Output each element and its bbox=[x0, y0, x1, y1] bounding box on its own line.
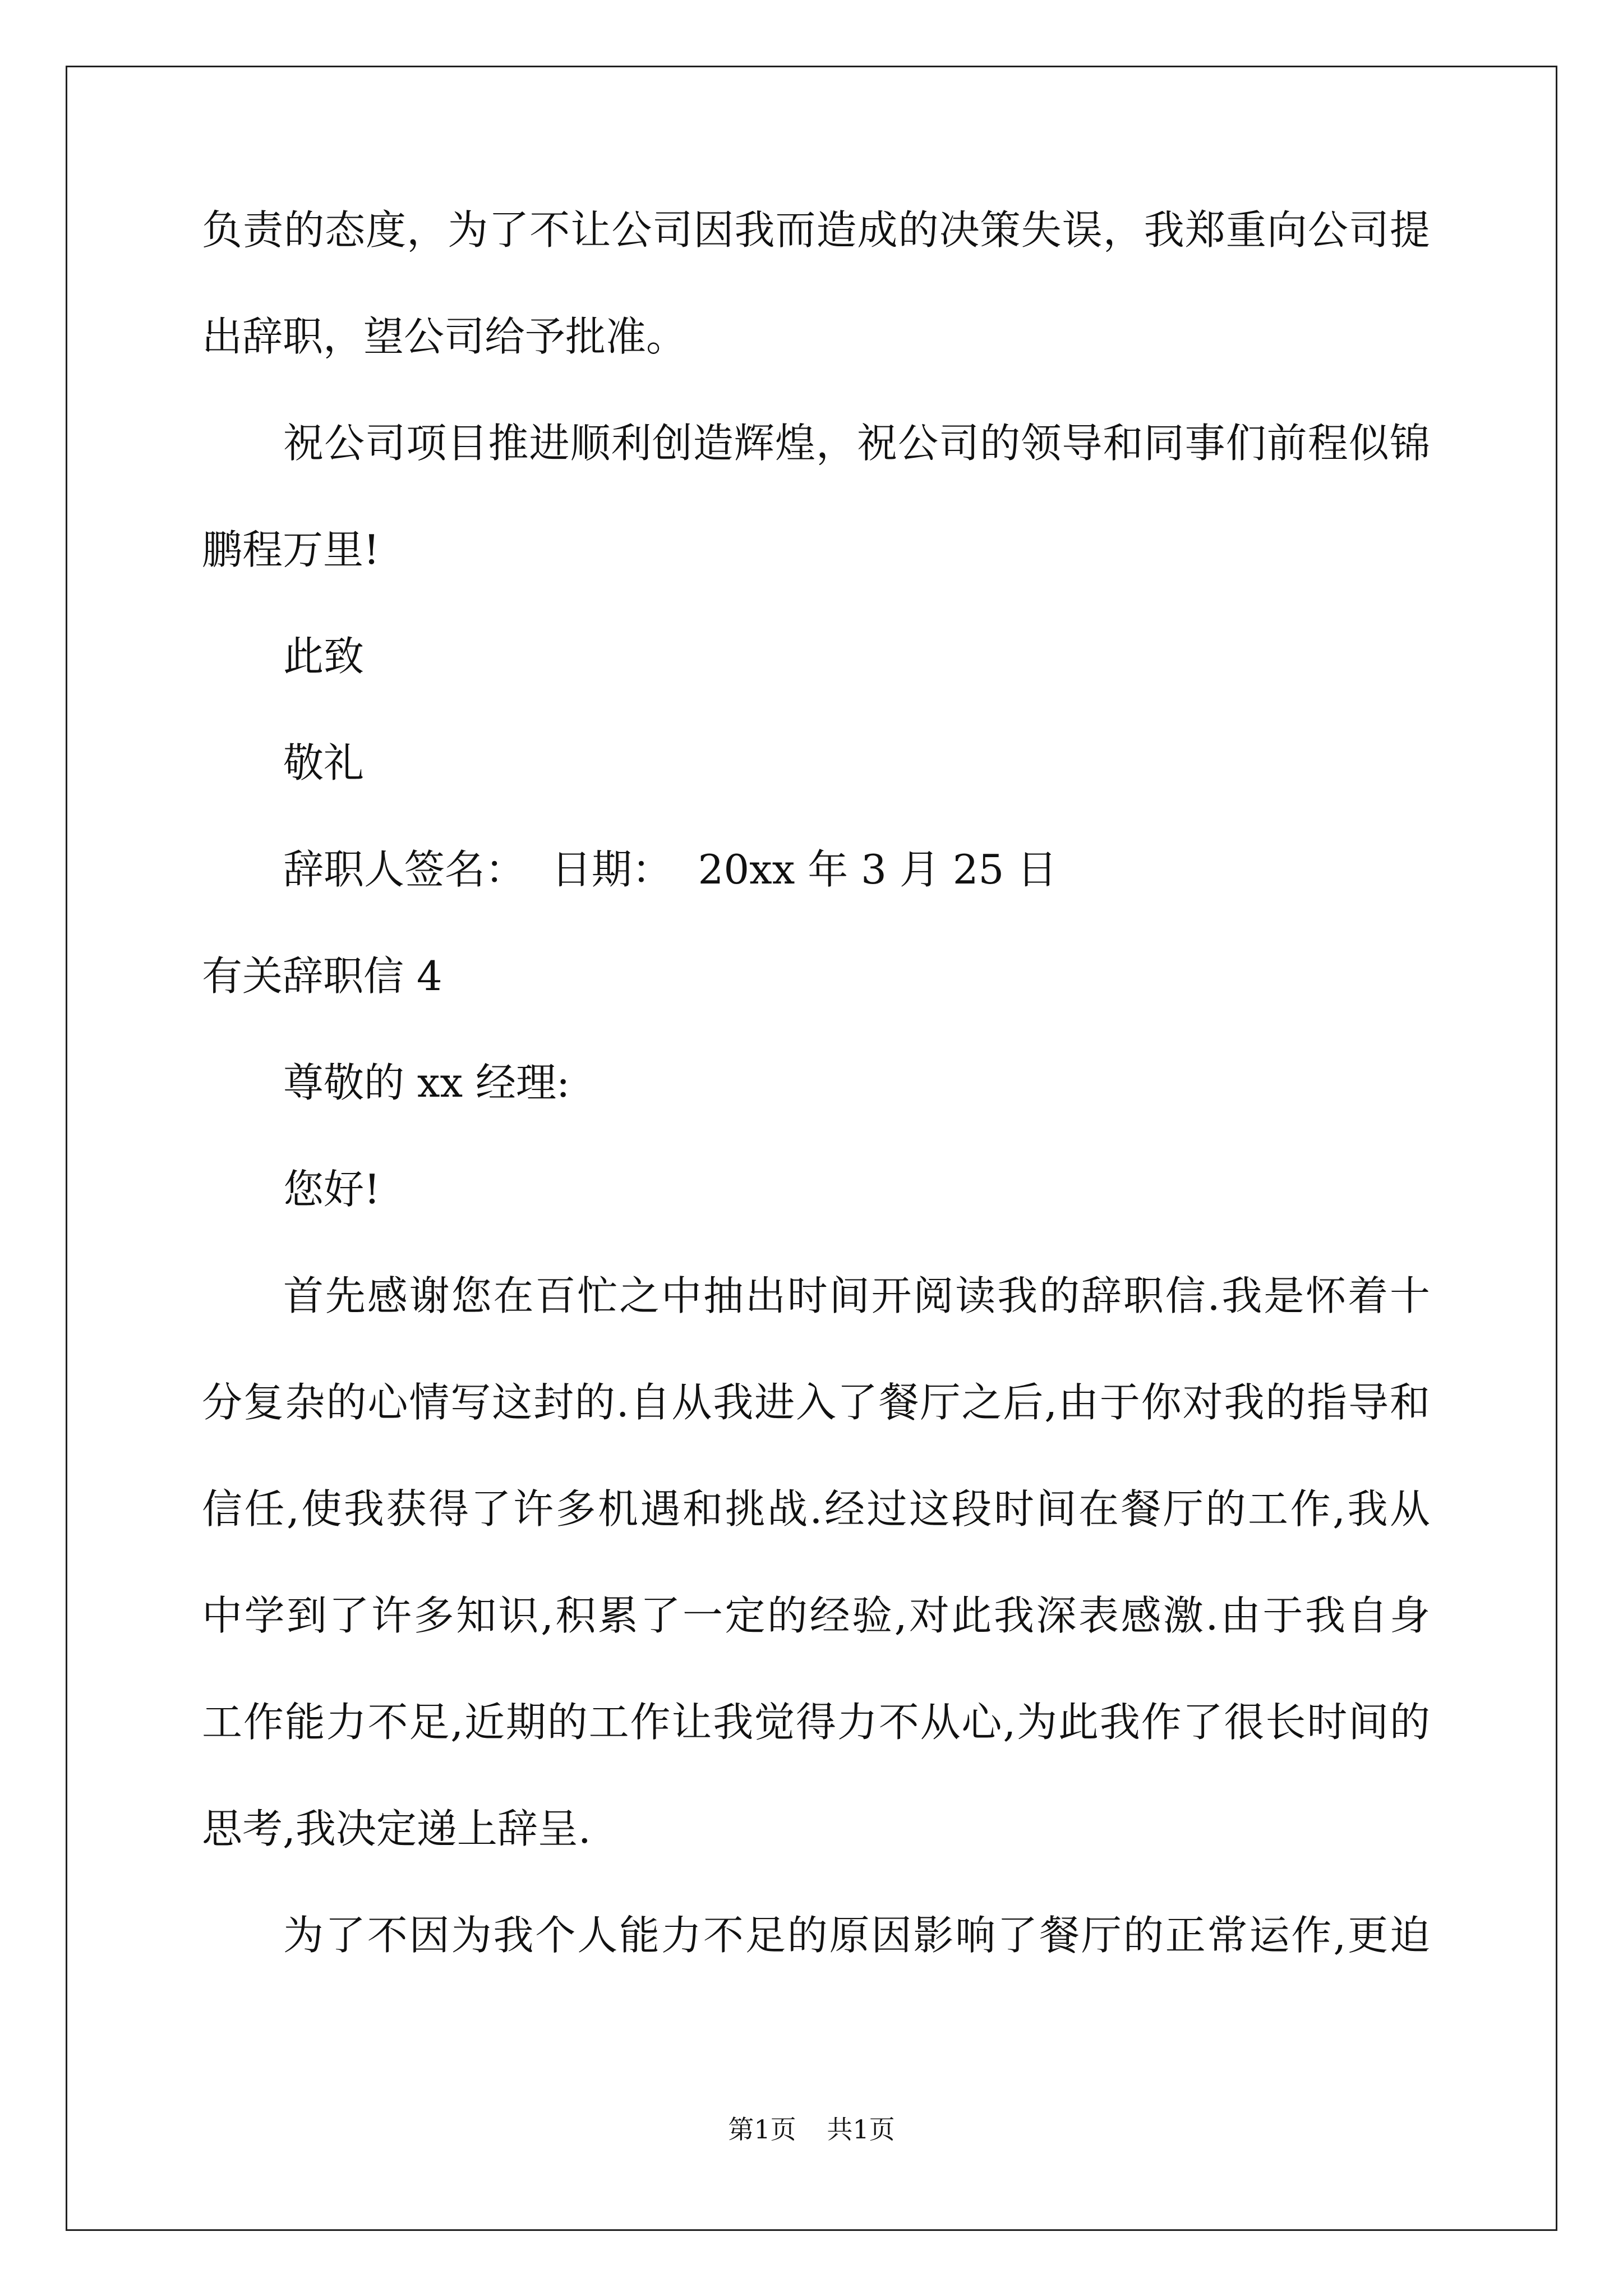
section-heading: 有关辞职信 4 bbox=[202, 953, 442, 1000]
page-border bbox=[66, 66, 1557, 2231]
paragraph-line: 信任,使我获得了许多机遇和挑战.经过这段时间在餐厅的工作,我从 bbox=[202, 1485, 1430, 1533]
closing-salutation: 此致 bbox=[283, 633, 365, 680]
paragraph-line: 工作能力不足,近期的工作让我觉得力不从心,为此我作了很长时间的 bbox=[202, 1699, 1430, 1746]
page-number: 第1页 bbox=[728, 2114, 796, 2145]
paragraph-line: 鹏程万里! bbox=[202, 526, 380, 573]
closing-regards: 敬礼 bbox=[283, 739, 365, 786]
signature-date-line: 辞职人签名： 日期： 20xx 年 3 月 25 日 bbox=[283, 846, 1058, 893]
paragraph-line: 首先感谢您在百忙之中抽出时间开阅读我的辞职信.我是怀着十 bbox=[283, 1272, 1430, 1319]
paragraph-line: 中学到了许多知识,积累了一定的经验,对此我深表感激.由于我自身 bbox=[202, 1592, 1430, 1639]
paragraph-line: 负责的态度，为了不让公司因我而造成的决策失误，我郑重向公司提 bbox=[202, 206, 1430, 254]
paragraph-line: 为了不因为我个人能力不足的原因影响了餐厅的正常运作,更迫 bbox=[283, 1912, 1430, 1959]
page-footer bbox=[0, 2109, 1623, 2146]
letter-greeting: 尊敬的 xx 经理: bbox=[283, 1059, 570, 1106]
page-total: 共1页 bbox=[827, 2114, 895, 2145]
paragraph-line: 祝公司项目推进顺利创造辉煌，祝公司的领导和同事们前程似锦 bbox=[283, 420, 1430, 467]
paragraph-line: 分复杂的心情写这封的.自从我进入了餐厅之后,由于你对我的指导和 bbox=[202, 1379, 1430, 1426]
letter-hello: 您好! bbox=[283, 1166, 380, 1213]
paragraph-line: 出辞职，望公司给予批准。 bbox=[202, 313, 687, 360]
paragraph-line: 思考,我决定递上辞呈. bbox=[202, 1805, 591, 1852]
